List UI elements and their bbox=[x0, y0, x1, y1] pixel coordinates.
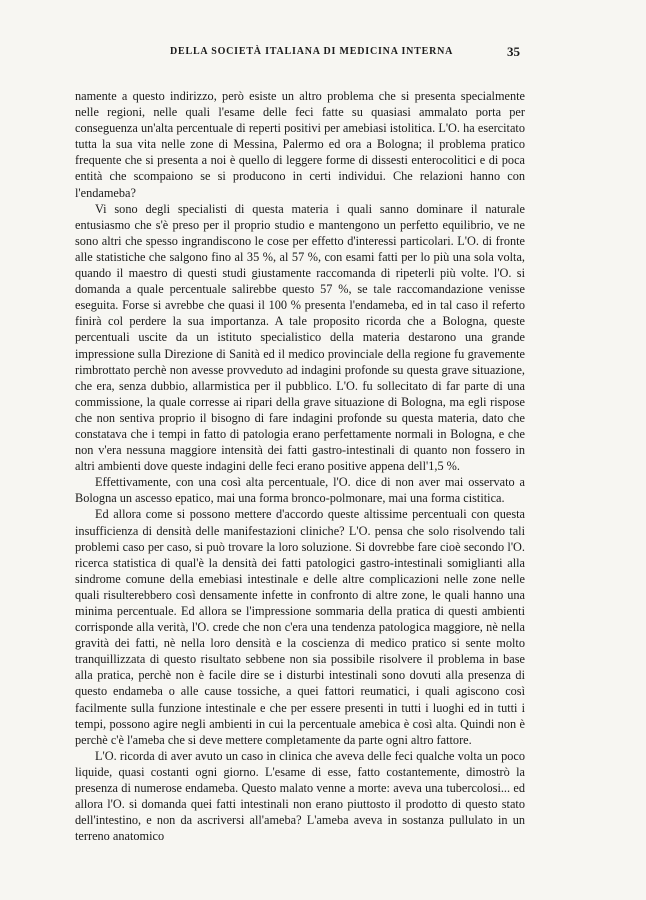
running-head: DELLA SOCIETÀ ITALIANA DI MEDICINA INTERNA bbox=[170, 46, 454, 57]
page-header bbox=[0, 46, 646, 66]
paragraph-4: Ed allora come si possono mettere d'accordo queste altissime percentuali con questa insufficienza di densità delle manifestazioni cliniche? L'O. pensa che solo risolvendo tali problemi caso per caso, si può trovare la loro soluzione. Si dovrebbe fare cioè secondo l'O. ricerca statistica di qual'è la densità dei fatti patologici gastro-intestinali somiglianti alla sindrome comune della emebiasi intestinale e delle altre complicazioni nelle zone nelle quali risulterebbero così densamente infette in confronto di altre zone, le quali hanno una minima percentuale. Ed allora se l'impressione sommaria della pratica di questi ambienti corrisponde alla verità, l'O. crede che non c'era una tendenza patologica maggiore, nè nella gravità dei fatti, nè nella loro densità e la coscienza di medico pratico si sente molto tranquillizzata di questo risultato sebbene non sia possibile risolvere il problema in base alla pratica, perchè non è facile dire se i disturbi intestinali sono dovuti alla presenza di questo endameba o alle cause tossiche, a quei fattori reumatici, i quali agiscono così facilmente sulla funzione intestinale e che per essere presenti in tutti i luoghi ed in tutti i tempi, possono agire negli ambienti in cui la percentuale amebica è così alta. Quindi non è perchè c'è l'ameba che si deve mettere completamente da parte ogni altro fattore. bbox=[75, 507, 525, 747]
page-number: 35 bbox=[507, 44, 520, 59]
article-body bbox=[75, 88, 525, 844]
paragraph-2: Vi sono degli specialisti di questa materia i quali sanno dominare il naturale entusiasmo che s'è preso per il proprio studio e mantengono un perfetto equilibrio, ve ne sono altri che spesso ingrandiscono le cose per effetto d'interessi particolari. L'O. di fronte alle statistiche che salgono fino al 35 %, al 57 %, con esami fatti per lo più una sola volta, quando il maestro di questi studi giustamente raccomanda di ripeterli più volte. l'O. si domanda a quale percentuale salirebbe questo 57 %, se tale raccomandazione venisse eseguita. Forse si avrebbe che quasi il 100 % presenta l'endameba, ed in tal caso il referto finirà col perdere la sua importanza. A tale proposito ricorda che a Bologna, queste percentuali uscite da un istituto specialistico della materia destarono una grande impressione sulla Direzione di Sanità ed il medico provinciale della regione fu gravemente rimbrottato perchè non avesse provveduto ad indagini profonde su questa grave situazione, che era, senza dubbio, allarmistica per il pubblico. L'O. fu sollecitato di far parte di una commissione, la quale corresse ai ripari della grave situazione di Bologna, ma egli rispose che non sentiva proprio il bisogno di fare indagini profonde su questa materia, dato che constatava che i tempi in fatto di patologia erano perfettamente normali in Bologna, e che non v'era nessuna maggiore intensità dei fatti gastro-intestinali di quanto non fossero in altri ambienti dove queste indagini delle feci erano positive appena dell'1,5 %. bbox=[75, 201, 525, 474]
paragraph-1: namente a questo indirizzo, però esiste un altro problema che si presenta specialmente nelle regioni, nelle quali l'esame delle feci fatte su quasiasi ammalato porta per conseguenza un'alta percentuale di reperti positivi per amebiasi istolitica. L'O. ha esercitato tutta la sua vita nelle zone di Messina, Palermo ed ora a Bologna; il problema pratico frequente che si presenta a noi è quello di leggere forme di dissesti enterocolitici e di poca entità che scompaiono se si producono in certi individui. Che relazioni hanno con l'endameba? bbox=[75, 89, 525, 200]
paragraph-3: Effettivamente, con una così alta percentuale, l'O. dice di non aver mai osservato a Bologna un ascesso epatico, mai una forma bronco-polmonare, mai una forma cistitica. bbox=[75, 475, 525, 506]
paragraph-5: L'O. ricorda di aver avuto un caso in clinica che aveva delle feci qualche volta un poco liquide, quasi costanti ogni giorno. L'esame di esse, fatto costantemente, dimostrò la presenza di numerose endameba. Questo malato venne a morte: aveva una tubercolosi... ed allora l'O. si domanda quei fatti intestinali non erano piuttosto il prodotto di questo stato dell'intestino, e non da ascriversi all'ameba? L'ameba aveva in sostanza pullulato in un terreno anatomico bbox=[75, 748, 525, 844]
